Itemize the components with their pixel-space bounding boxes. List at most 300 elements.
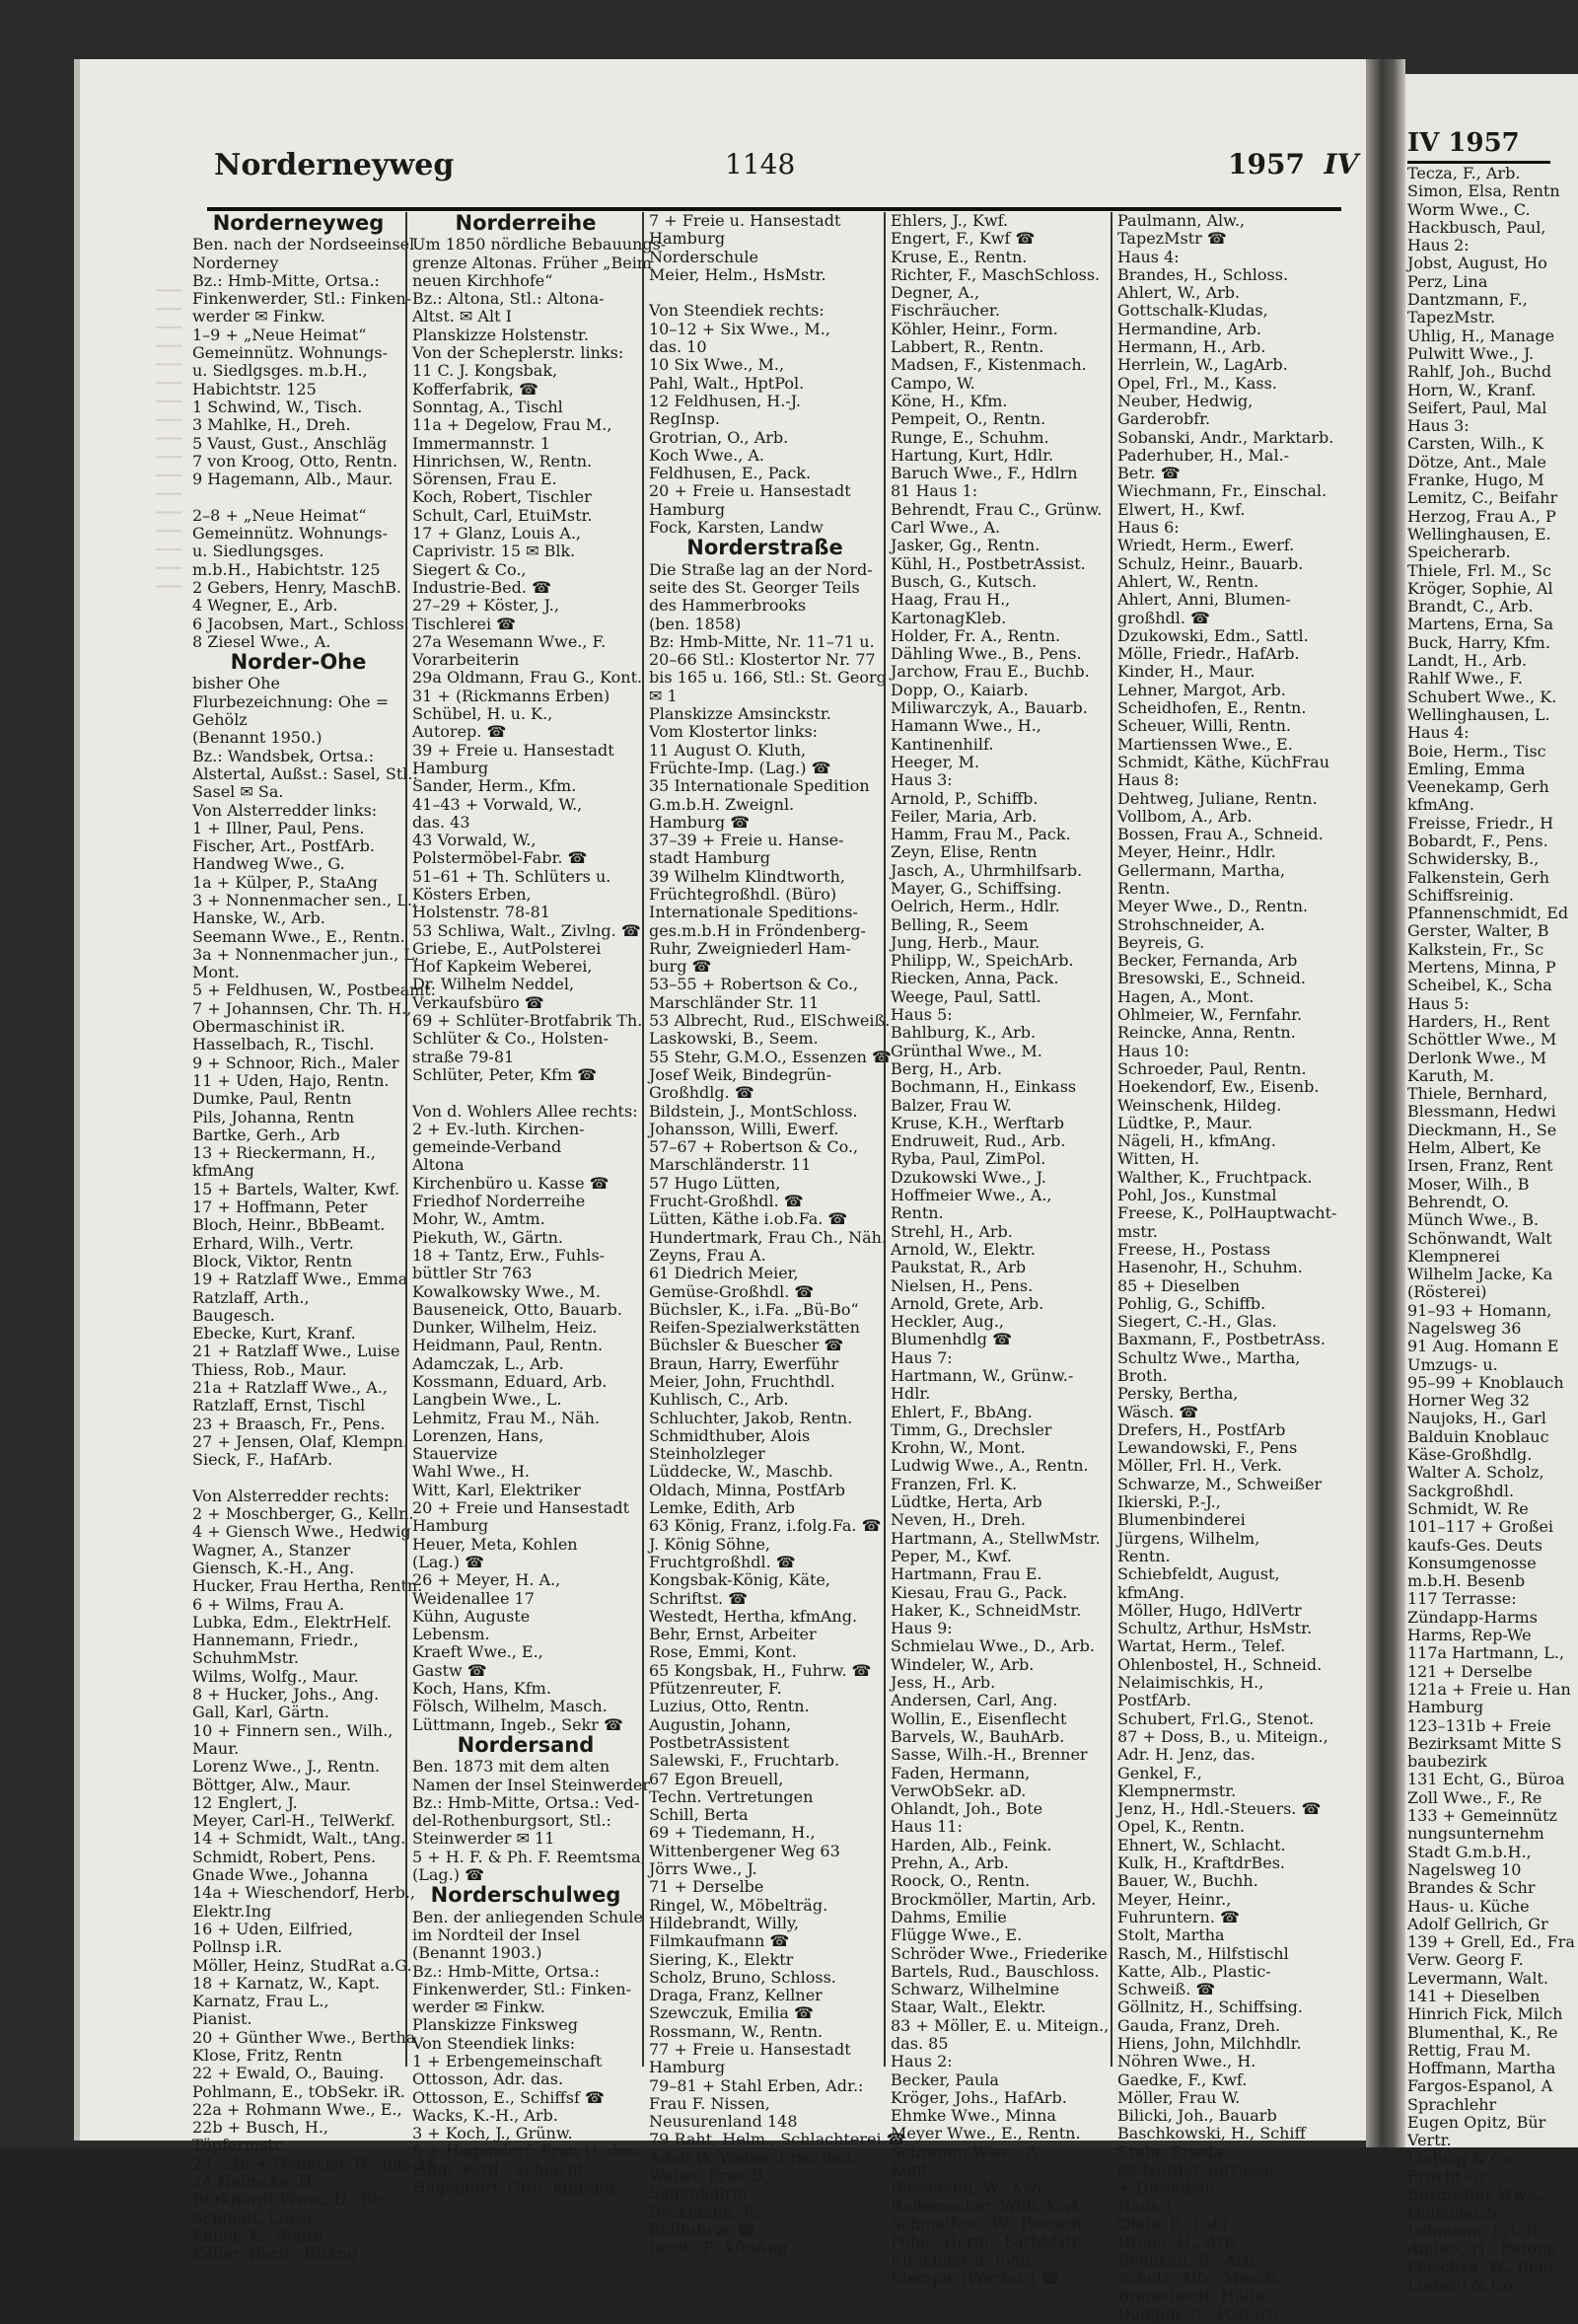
- directory-line: Lemitz, C., Beifahr: [1407, 488, 1558, 508]
- directory-line: Ohlandt, Joh., Bote: [891, 1799, 1043, 1819]
- directory-line: Brockmöller, Martin, Arb.: [891, 1889, 1097, 1909]
- directory-line: Sasel ✉ Sa.: [192, 782, 284, 802]
- directory-line: Krohn, W., Mont.: [891, 1438, 1026, 1458]
- directory-line: KartonagKleb.: [891, 608, 1007, 627]
- directory-line: Schwarz, Wilhelmine: [891, 1980, 1060, 1999]
- directory-line: (Lag.) ☎: [412, 1865, 484, 1885]
- directory-line: Kowalkowsky Wwe., M.: [412, 1281, 601, 1301]
- directory-line: Haus 4:: [1117, 247, 1180, 266]
- right-page-header: IV 1957: [1407, 128, 1520, 158]
- directory-line: 5 + H. F. & Ph. F. Reemtsma,: [412, 1847, 646, 1866]
- directory-line: Marschländerstr. 11: [649, 1155, 812, 1175]
- directory-line: Speicherarb.: [1407, 543, 1511, 562]
- street-heading: Nordersand: [457, 1732, 595, 1757]
- directory-line: 83 + Möller, E. u. Miteign.,: [891, 2015, 1110, 2035]
- directory-line: 123–131b + Freie: [1407, 1715, 1551, 1735]
- directory-line: Kühn, Auguste: [412, 1606, 531, 1626]
- directory-line: Schlüter, Peter, Kfm ☎: [412, 1064, 598, 1084]
- directory-line: Seemann Wwe., E., Rentn.: [192, 926, 405, 946]
- directory-line: Ehnert, W., Schlacht.: [1117, 1835, 1286, 1854]
- directory-line: Walther, K., Fruchtpack.: [1117, 1167, 1313, 1187]
- directory-line: 79–81 + Stahl Erben, Adr.:: [649, 2075, 864, 2095]
- directory-line: 55 Stehr, G.M.O., Essenzen ☎: [649, 1047, 892, 1066]
- directory-line: kfmAng.: [1117, 1582, 1184, 1602]
- directory-line: Gellermann, Martha,: [1117, 860, 1286, 880]
- directory-line: Verw. Georg F.: [1407, 1950, 1524, 1970]
- directory-line: Hof Kapkeim Weberei,: [412, 957, 593, 977]
- directory-line: 53–55 + Robertson & Co.,: [649, 975, 859, 994]
- directory-line: Kühl, H., PostbetrAssist.: [891, 553, 1086, 573]
- directory-line: Dötze, Ant., Male: [1407, 452, 1547, 472]
- directory-line: Schriftst. ☎: [649, 1588, 749, 1608]
- directory-line: 121a + Freie u. Han: [1407, 1679, 1571, 1699]
- directory-line: 24–24a + Helmcke, H., das.24: [192, 2153, 436, 2173]
- directory-line: Pempeit, O., Rentn.: [891, 409, 1046, 429]
- directory-line: Hausmeiste: [1407, 2203, 1502, 2222]
- directory-line: Pulwitt Wwe., J.: [1407, 343, 1535, 363]
- directory-line: Baruch Wwe., F., Hdlrn: [891, 464, 1078, 483]
- directory-line: Kröger, Sophie, Al: [1407, 578, 1553, 598]
- directory-line: [192, 488, 404, 506]
- directory-line: Umzugs- u.: [1407, 1354, 1498, 1374]
- directory-line: Johansson, Willi, Ewerf.: [649, 1119, 839, 1138]
- directory-line: Haus 5:: [891, 1005, 953, 1025]
- directory-line: Hermann, H., Arb.: [1117, 337, 1266, 357]
- directory-line: Ehlert, F., BbAng.: [891, 1402, 1033, 1421]
- directory-line: Sieck, F., HafArb.: [192, 1450, 333, 1470]
- directory-line: Garderobfr.: [1117, 409, 1211, 429]
- directory-line: im Nordteil der Insel: [412, 1925, 580, 1944]
- directory-line: 11 C. J. Kongsbak,: [412, 361, 558, 381]
- street-heading: Norder-Ohe: [230, 650, 367, 675]
- directory-line: Adr. H. Jenz, das.: [1117, 1745, 1255, 1765]
- directory-line: Verkaufsbüro ☎: [412, 992, 544, 1012]
- directory-line: Dähling Wwe., B., Pens.: [891, 644, 1082, 664]
- directory-line: Köhler, Heinr., Form.: [891, 319, 1058, 338]
- directory-line: Pils, Johanna, Rentn: [192, 1107, 355, 1126]
- directory-line: Von Alsterredder links:: [192, 800, 378, 820]
- directory-line: Landt, H., Arb.: [1407, 651, 1528, 671]
- directory-line: Ruhr, Zweigniederl Ham-: [649, 938, 851, 958]
- directory-line: Rasch, M., Hilfstischl: [1117, 1943, 1289, 1963]
- directory-line: 89 Norder-Terrasse:: [1117, 2160, 1279, 2180]
- directory-line: Lütten, Käthe i.ob.Fa. ☎: [649, 1209, 848, 1229]
- directory-line: Lehmitz, Frau M., Näh.: [412, 1408, 600, 1427]
- directory-line: Ambos, H., Betona: [1407, 2239, 1557, 2259]
- directory-line: Planskizze Amsinckstr.: [649, 704, 831, 724]
- directory-line: Piekuth, W., Gärtn.: [412, 1227, 563, 1247]
- directory-line: 2–8 + „Neue Heimat“: [192, 505, 367, 525]
- page-header: [74, 148, 1366, 207]
- directory-line: Hermandine, Arb.: [1117, 319, 1261, 338]
- directory-line: 39 + Freie u. Hansestadt: [412, 740, 614, 760]
- directory-line: 4 + Giensch Wwe., Hedwig: [192, 1522, 411, 1542]
- directory-line: Kongsbak-König, Käte,: [649, 1570, 830, 1590]
- directory-line: Herrlein, W., LagArb.: [1117, 355, 1288, 375]
- directory-line: Sackgroßhdl.: [1407, 1481, 1515, 1500]
- directory-line: Schröder Wwe., Friederike: [891, 1943, 1108, 1963]
- directory-line: Meyer, Heinr.,: [1117, 1889, 1232, 1909]
- directory-line: Levermann, Walt.: [1407, 1968, 1548, 1988]
- directory-line: Dehtweg, Juliane, Rentn.: [1117, 788, 1318, 808]
- directory-line: bisher Ohe: [192, 674, 280, 693]
- directory-line: kfmAng.: [1407, 795, 1474, 815]
- directory-line: 37–39 + Freie u. Hanse-: [649, 831, 844, 850]
- directory-line: Gottschalk-Kludas,: [1117, 301, 1268, 321]
- directory-line: Blumenhdlg ☎: [891, 1330, 1013, 1349]
- directory-line: 63 König, Franz, i.folg.Fa. ☎: [649, 1516, 882, 1536]
- directory-line: Scheuer, Willi, Rentn.: [1117, 716, 1291, 736]
- directory-line: Feldhusen, E., Pack.: [649, 464, 812, 483]
- directory-line: Wiechmann, Fr., Einschal.: [1117, 481, 1327, 501]
- directory-line: Richter, F., MaschSchloss.: [891, 264, 1101, 284]
- directory-line: Betr. ☎: [1117, 464, 1181, 483]
- directory-line: PostbetrAssistent: [649, 1732, 790, 1752]
- directory-line: del-Rothenburgsort, Stl.:: [412, 1811, 611, 1831]
- directory-line: Hoffmeier Wwe., A.,: [891, 1186, 1052, 1205]
- directory-line: Kantinenhilf.: [891, 734, 994, 754]
- directory-line: Ringel, W., Möbelträg.: [649, 1895, 828, 1915]
- street-heading: Norderschulweg: [430, 1883, 621, 1908]
- directory-line: Pianist.: [192, 2009, 252, 2029]
- directory-line: Gnade Wwe., Johanna: [192, 1865, 369, 1885]
- directory-line: Klempnerei: [1407, 1246, 1500, 1266]
- directory-line: Handweg Wwe., G.: [192, 854, 345, 874]
- directory-line: Rentn.: [1117, 1546, 1171, 1565]
- directory-line: Baxmann, F., PostbetrAss.: [1117, 1330, 1326, 1349]
- directory-line: Dunker, Wilhelm, Heiz.: [412, 1318, 598, 1338]
- directory-line: Sobanski, Andr., Marktarb.: [1117, 427, 1334, 447]
- directory-line: Madsen, F., Kistenmach.: [891, 355, 1087, 375]
- directory-line: Luzius, Otto, Rentn.: [649, 1697, 810, 1716]
- directory-line: 29a Oldmann, Frau G., Kont.: [412, 668, 643, 688]
- directory-line: Nägeli, H., kfmAng.: [1117, 1131, 1276, 1151]
- directory-line: mstr.: [1117, 1221, 1158, 1241]
- directory-line: das. 10: [649, 337, 707, 357]
- directory-line: m.b.H. Besenb: [1407, 1571, 1526, 1591]
- column-2: [412, 211, 667, 2198]
- directory-line: 39 Wilhelm Klindtworth,: [649, 866, 845, 886]
- directory-line: 1 + Erbengemeinschaft: [412, 2051, 603, 2070]
- directory-line: Kraeft Wwe., E.,: [412, 1642, 543, 1662]
- directory-line: Schiffsreinig.: [1407, 885, 1514, 905]
- directory-line: Pohl, Jos., Kunstmal: [1117, 1186, 1277, 1205]
- directory-line: Engert, F., Kwf ☎: [891, 229, 1036, 249]
- directory-line: Bresowski, E., Schneid.: [1117, 969, 1306, 988]
- directory-line: Ahlert, W., Arb.: [1117, 283, 1241, 303]
- directory-line: Derlonk Wwe., M: [1407, 1048, 1547, 1067]
- directory-line: Nielsen, H., Pens.: [891, 1275, 1034, 1295]
- directory-line: Heeger, M.: [891, 752, 980, 771]
- directory-line: großhdl. ☎: [1117, 608, 1210, 627]
- directory-line: Jobst, August, Ho: [1407, 254, 1547, 273]
- column-divider: [1111, 212, 1112, 2067]
- directory-line: Koch Wwe., A.: [649, 445, 765, 465]
- directory-line: Walter A. Scholz,: [1407, 1463, 1544, 1483]
- directory-line: Schluchter, Jakob, Rentn.: [649, 1408, 853, 1427]
- column-1: [192, 211, 436, 2264]
- directory-line: Oelrich, Herm., Hdlr.: [891, 897, 1060, 916]
- directory-line: Hoekendorf, Ew., Eisenb.: [1117, 1077, 1320, 1097]
- directory-line: Jasker, Gg., Rentn.: [891, 536, 1040, 555]
- directory-line: Fuhruntern. ☎: [1117, 1907, 1240, 1926]
- directory-line: 20 + Freie und Hansestadt: [412, 1498, 630, 1518]
- directory-line: Hinrich Fick, Milch: [1407, 2004, 1563, 2024]
- directory-line: Schwidersky, B.,: [1407, 849, 1540, 869]
- directory-line: Arnold, P., Schiffb.: [891, 788, 1039, 808]
- directory-line: Paukstat, R., Arb: [891, 1258, 1027, 1277]
- directory-line: 20 + Günther Wwe., Bertha: [192, 2027, 416, 2047]
- directory-line: Degner, A.,: [891, 283, 980, 303]
- directory-line: bis 165 u. 166, Stl.: St. Georg: [649, 668, 887, 688]
- directory-line: Persky, Bertha,: [1117, 1384, 1239, 1404]
- directory-line: Techn. Vertretungen: [649, 1786, 814, 1806]
- directory-line: Schmidt, W. Re: [1407, 1498, 1529, 1518]
- directory-line: 53 Schliwa, Walt., Zivlng. ☎: [412, 920, 641, 940]
- directory-line: Strehl, H., Arb.: [891, 1221, 1013, 1241]
- directory-line: Wilms, Wolfg., Maur.: [192, 1666, 359, 1686]
- directory-line: Möller, Frau W.: [1117, 2087, 1241, 2107]
- directory-line: [192, 1469, 404, 1487]
- directory-line: Arnold, W., Elektr.: [891, 1239, 1036, 1259]
- directory-line: Steinholzleger: [649, 1444, 765, 1464]
- directory-line: Fruchtgroßhdl. ☎: [649, 1552, 796, 1571]
- directory-line: Ohlmeier, W., Fernfahr.: [1117, 1005, 1303, 1025]
- directory-line: Schönwandt, Walt: [1407, 1228, 1552, 1248]
- directory-line: 22b + Busch, H.,: [192, 2118, 329, 2138]
- directory-line: Emling, Emma: [1407, 759, 1526, 778]
- directory-line: Sörensen, Frau E.: [412, 470, 557, 489]
- directory-line: 11a + Degelow, Frau M.,: [412, 415, 612, 435]
- directory-line: Vertr.: [1407, 2131, 1452, 2150]
- directory-line: Rentn.: [1117, 878, 1171, 898]
- directory-line: Haus 6:: [1117, 518, 1180, 538]
- directory-line: Frucht-Großhdl. ☎: [649, 1192, 804, 1211]
- directory-line: 61 Diedrich Meier,: [649, 1264, 799, 1283]
- directory-line: Hamburg ☎: [649, 812, 751, 832]
- directory-line: 4 Wegner, E., Arb.: [192, 596, 338, 616]
- directory-line: Genkel, F.,: [1117, 1763, 1202, 1782]
- directory-line: Ikierski, P.-J.,: [1117, 1492, 1221, 1512]
- directory-line: Früchtegroßhdl. (Büro): [649, 884, 837, 904]
- directory-line: Hildebrandt, Willy,: [649, 1913, 799, 1932]
- directory-line: 14 + Schmidt, Walt., tAng.: [192, 1829, 406, 1849]
- directory-line: SchuhmMstr.: [192, 1648, 300, 1668]
- directory-line: 81 Haus 1:: [891, 481, 978, 501]
- column-divider: [642, 212, 644, 2067]
- directory-line: Rose, Emmi, Kont.: [649, 1642, 797, 1662]
- directory-line: Plaschke, W., Rent: [1407, 2257, 1555, 2277]
- directory-line: Ryba, Paul, ZimPol.: [891, 1149, 1046, 1169]
- directory-line: 27–29 + Köster, J.,: [412, 596, 559, 616]
- directory-line: Altona: [412, 1155, 465, 1175]
- directory-line: Ludwig Wwe., A., Rentn.: [891, 1456, 1089, 1476]
- directory-line: Meier, John, Fruchthdl.: [649, 1372, 835, 1391]
- directory-line: Jürgens, Wilhelm,: [1117, 1528, 1260, 1548]
- directory-line: 87 + Doss, B., u. Miteign.,: [1117, 1726, 1328, 1746]
- directory-line: Schmalfuss, W., Postsch.: [891, 2214, 1087, 2233]
- directory-line: Friedhof Norderreihe: [412, 1192, 586, 1211]
- directory-line: Bz.: Hmb-Mitte, Ortsa.: Ved-: [412, 1792, 640, 1812]
- directory-line: Hamburg: [649, 499, 726, 519]
- directory-line: Schmidthuber, Alois: [649, 1425, 811, 1445]
- directory-line: Koch, Robert, Tischler: [412, 487, 592, 507]
- directory-line: Vom Klostertor links:: [649, 722, 819, 742]
- directory-line: Haus 11:: [891, 1817, 963, 1837]
- directory-line: Bauseneick, Otto, Bauarb.: [412, 1299, 622, 1319]
- directory-line: Josef Weik, Bindegrün-: [649, 1064, 832, 1084]
- directory-line: Endruweit, Rud., Arb.: [891, 1131, 1066, 1151]
- directory-line: burg ☎: [649, 957, 712, 977]
- directory-line: Draga, Franz, Kellner: [649, 1986, 823, 2005]
- directory-line: Köne, H., Kfm.: [891, 391, 1008, 410]
- directory-line: Salewski, F., Fruchtarb.: [649, 1751, 840, 1771]
- directory-line: Münch Wwe., B.: [1407, 1210, 1540, 1230]
- directory-line: Industrie-Bed. ☎: [412, 577, 552, 597]
- directory-line: 51–61 + Th. Schlüters u.: [412, 866, 611, 886]
- directory-line: Burmester Wwe.,: [1407, 2185, 1546, 2205]
- directory-line: Bossen, Frau A., Schneid.: [1117, 825, 1324, 844]
- directory-line: 9 Hagemann, Alb., Maur.: [192, 470, 394, 489]
- directory-line: Witt, Karl, Elektriker: [412, 1480, 581, 1499]
- directory-line: Bartke, Gerh., Arb: [192, 1125, 340, 1144]
- directory-line: baubezirk: [1407, 1752, 1487, 1772]
- directory-line: Burkhardt Wwe., D., Rtn.: [192, 2190, 394, 2210]
- directory-line: Ludwig & Co.,: [1407, 2148, 1523, 2168]
- directory-line: Hasenohr, H., Schuhm.: [1117, 1258, 1303, 1277]
- directory-line: Haker, K., SchneidMstr.: [891, 1600, 1082, 1620]
- directory-line: Gehölz: [192, 710, 248, 730]
- directory-line: Kirschner u. John,: [891, 2250, 1036, 2270]
- directory-line: Pahl, Walt., HptPol.: [649, 373, 805, 393]
- directory-line: 11 August O. Kluth,: [649, 740, 807, 760]
- directory-line: 57–67 + Robertson & Co.,: [649, 1137, 859, 1157]
- directory-line: Schultz Wwe., Martha,: [1117, 1347, 1301, 1367]
- directory-line: Kirchenbüro u. Kasse ☎: [412, 1173, 610, 1193]
- directory-line: 117 Terrasse:: [1407, 1589, 1517, 1609]
- directory-line: (Lag.) ☎: [412, 1552, 484, 1571]
- directory-line: Franzen, Frl. K.: [891, 1474, 1018, 1493]
- directory-line: Langbein Wwe., L.: [412, 1390, 562, 1410]
- directory-line: Heckler, Aug.,: [891, 1312, 1004, 1332]
- directory-line: Rossmann, W., Rentn.: [649, 2021, 824, 2041]
- directory-line: Schiebfeldt, August,: [1117, 1564, 1280, 1584]
- directory-line: Gastw ☎: [412, 1660, 487, 1680]
- running-title: Norderneyweg: [214, 148, 455, 182]
- column-5: [1117, 211, 1349, 2324]
- directory-line: J. König Söhne,: [649, 1534, 771, 1554]
- directory-line: Schweiß. ☎: [1117, 1980, 1216, 1999]
- directory-line: 5 + Feldhusen, W., Postbeamt.: [192, 980, 436, 1000]
- directory-line: Lubka, Edm., ElektrHelf.: [192, 1612, 392, 1632]
- directory-line: Finkenwerder, Stl.: Finken-: [192, 289, 412, 309]
- directory-line: 57 Hugo Lütten,: [649, 1173, 781, 1193]
- directory-line: Böttger, Alw., Maur.: [192, 1775, 351, 1794]
- directory-line: Ratzlaff, Ernst, Tischl: [192, 1396, 366, 1416]
- directory-line: 14a + Wieschendorf, Herb.,: [192, 1883, 416, 1903]
- directory-line: Andersen, Carl, Ang.: [891, 1691, 1058, 1710]
- directory-line: Berg, H., Arb.: [891, 1058, 1003, 1078]
- directory-line: Von Steendiek links:: [412, 2033, 576, 2053]
- directory-line: 11 + Uden, Hajo, Rentn.: [192, 1070, 390, 1090]
- directory-line: Alstertal, Außst.: Sasel, Stl.:: [192, 763, 418, 783]
- directory-line: Ben. der anliegenden Schule: [412, 1907, 643, 1926]
- directory-line: Bz.: Hmb-Mitte, Ortsa.:: [412, 1961, 600, 1981]
- directory-line: 7 + Johannsen, Chr. Th. H.,: [192, 998, 412, 1018]
- directory-line: Barvels, W., BauhArb.: [891, 1726, 1065, 1746]
- directory-line: Wellinghausen, L.: [1407, 704, 1550, 724]
- directory-line: Holder, Fr. A., Rentn.: [891, 625, 1061, 645]
- directory-line: Bahlburg, K., Arb.: [891, 1023, 1037, 1043]
- directory-line: Schwarze, M., Schweißer: [1117, 1474, 1323, 1493]
- directory-line: Pohlig, G., Schiffb.: [1117, 1293, 1266, 1313]
- directory-line: 18 + Tantz, Erw., Fuhls-: [412, 1245, 606, 1265]
- directory-line: Gauda, Franz, Dreh.: [1117, 2015, 1281, 2035]
- directory-line: Rahlf Wwe., F.: [1407, 669, 1523, 689]
- directory-line: Ahlert, Anni, Blumen-: [1117, 590, 1291, 610]
- directory-line: Freese, H., Postass: [1117, 1239, 1271, 1259]
- directory-line: 71 + Derselbe: [649, 1877, 764, 1897]
- directory-line: Ehmke Wwe., Minna: [891, 2106, 1056, 2126]
- directory-line: 91–93 + Homann,: [1407, 1300, 1552, 1320]
- directory-line: Haus 4:: [1407, 723, 1470, 743]
- directory-line: Rentn.: [891, 1203, 944, 1223]
- directory-line: Ehlers, J., Kwf.: [891, 211, 1009, 230]
- directory-line: Schmielau Wwe., D., Arb.: [891, 1636, 1095, 1656]
- directory-line: Ben. nach der Nordseeinsel: [192, 235, 415, 254]
- directory-line: Wacks, K.-H., Arb.: [412, 2105, 558, 2125]
- directory-line: Gemeinnütz. Wohnungs-: [192, 343, 389, 363]
- directory-line: Früchte-Imp. (Lag.) ☎: [649, 758, 831, 777]
- directory-line: Hoffmann, Martha: [1407, 2059, 1556, 2078]
- directory-line: Prehn, A., Arb.: [891, 1853, 1010, 1873]
- directory-line: 2 + Moschberger, G., Kelln.: [192, 1504, 414, 1524]
- directory-line: Freese, K., PolHauptwacht-: [1117, 1203, 1337, 1223]
- directory-line: Flurbezeichnung: Ohe =: [192, 691, 390, 711]
- directory-line: 85 + Dieselben: [1117, 1275, 1241, 1295]
- directory-line: 12 Feldhusen, H.-J.: [649, 391, 801, 410]
- directory-line: Bilicki, Joh., Bauarb: [1117, 2106, 1277, 2126]
- directory-line: Ben. 1873 mit dem alten: [412, 1757, 610, 1777]
- directory-line: Fölsch, Wilhelm, Masch.: [412, 1697, 608, 1716]
- directory-line: Klempn. (Werkst.) ☎: [891, 2268, 1060, 2288]
- directory-line: Bz.: Altona, Stl.: Altona-: [412, 289, 605, 309]
- directory-line: Paderhuber, H., Mal.-: [1117, 445, 1290, 465]
- directory-line: Von d. Wohlers Allee rechts:: [412, 1101, 638, 1121]
- right-page-column: [1407, 165, 1575, 2294]
- directory-line: Hannemann, Friedr.,: [192, 1631, 359, 1650]
- directory-line: Ohde, P., Lokf.: [1117, 2214, 1233, 2233]
- directory-line: Reifen-Spezialwerkstätten: [649, 1318, 860, 1338]
- street-heading: Norderreihe: [455, 211, 597, 235]
- directory-line: Schubert, Frl.G., Stenot.: [1117, 1708, 1315, 1728]
- directory-line: 17 + Glanz, Louis A.,: [412, 524, 581, 544]
- directory-line: 19 + Ratzlaff Wwe., Emma: [192, 1270, 408, 1289]
- directory-line: Meyer Wwe., E., Rentn.: [891, 2124, 1081, 2143]
- directory-line: 117a Hartmann, L.,: [1407, 1643, 1565, 1663]
- directory-line: Hucker, Frau Hertha, Rentn.: [192, 1576, 423, 1596]
- directory-line: Paulmann, Alw.,: [1117, 211, 1246, 230]
- directory-line: Erhard, Wilh., Vertr.: [192, 1233, 354, 1253]
- directory-line: das. 43: [412, 812, 470, 832]
- directory-line: Martienssen Wwe., E.: [1117, 734, 1293, 754]
- directory-line: Eugen Opitz, Bür: [1407, 2113, 1546, 2133]
- directory-line: neuen Kirchhofe“: [412, 270, 553, 290]
- directory-line: Dieckmann, H., Se: [1407, 1120, 1557, 1139]
- directory-line: Wilhelm Jacke, Ka: [1407, 1265, 1553, 1284]
- directory-line: Pollnsp i.R.: [192, 1937, 283, 1957]
- directory-line: Adolf Gellrich, Gr: [1407, 1914, 1548, 1933]
